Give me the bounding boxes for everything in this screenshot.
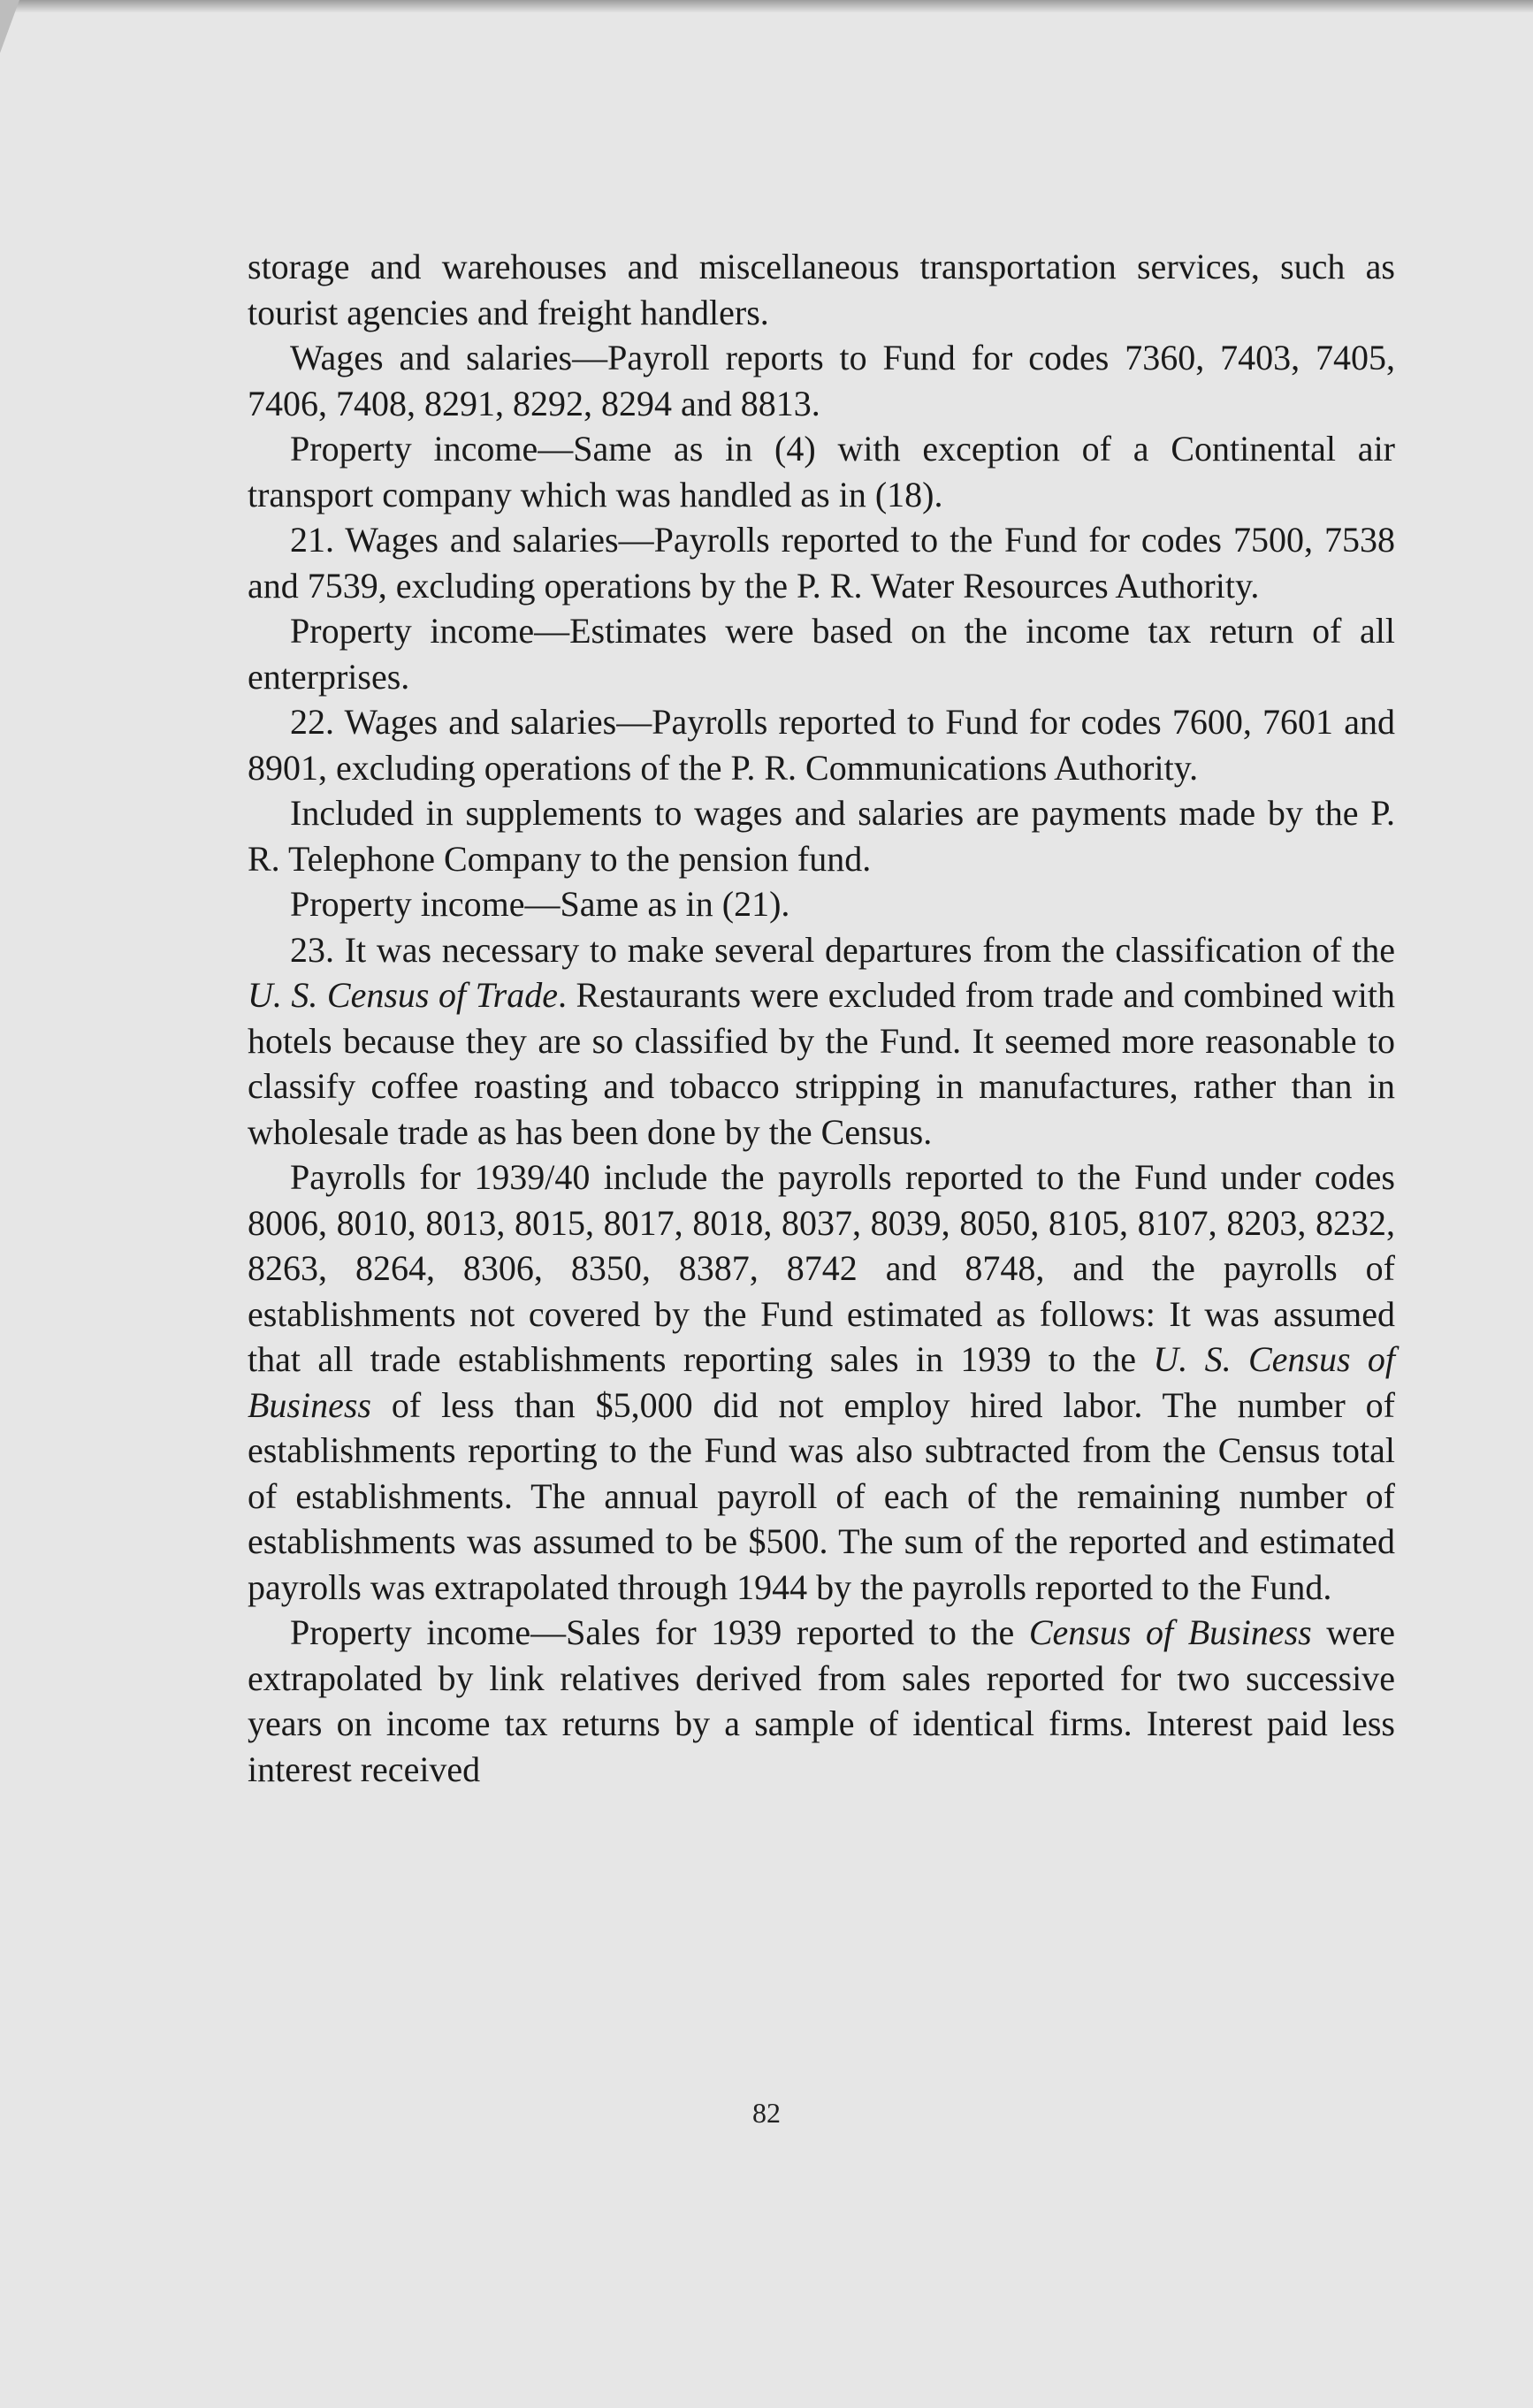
census-of-business-title: U. S. Census of Business <box>248 1339 1395 1425</box>
folded-corner <box>0 0 19 53</box>
paragraph-23-property <box>248 1610 1395 1792</box>
paragraph-22-property: Property income—Same as in (21). <box>290 884 790 924</box>
body-text <box>248 244 1395 1792</box>
paragraph-property-transport: Property income—Same as in (4) with exception of a Continental air transport company which was handled as in (18). <box>248 429 1395 514</box>
paragraph-wages-transport: Wages and salaries—Payroll reports to Fund for codes 7360, 7403, 7405, 7406, 7408, 8291, 8292, 8294 and 8813. <box>248 338 1395 423</box>
paragraph-22-supplements: Included in supplements to wages and salaries are payments made by the P. R. Telephone Company to the pension fund. <box>248 793 1395 879</box>
paragraph-transport-services: storage and warehouses and miscellaneous transportation services, such as tourist agencies and freight handlers. <box>248 247 1395 332</box>
text-run: were extrapolated by link relatives derived from sales reported for two successive years on income tax returns by a sample of identical firms. Interest paid less interest received <box>248 1612 1395 1789</box>
paragraph-23-payrolls <box>248 1154 1395 1610</box>
paragraph-21-property: Property income—Estimates were based on the income tax return of all enterprises. <box>248 611 1395 697</box>
text-run: . Restaurants were excluded from trade and combined with hotels because they are so classified by the Fund. It seemed more reasonable to classify coffee roasting and tobacco stripping in manufactures, rather than in wholesale trade as has been done by the Census. <box>248 975 1395 1152</box>
text-run: Property income—Sales for 1939 reported to the <box>290 1612 1029 1652</box>
page-top-edge <box>0 0 1533 12</box>
paragraph-22-wages: 22. Wages and salaries—Payrolls reported to Fund for codes 7600, 7601 and 8901, excluding operations of the P. R. Communications Authority. <box>248 702 1395 788</box>
page-number: 82 <box>752 2097 781 2129</box>
census-of-trade-title: U. S. Census of Trade <box>248 975 558 1015</box>
text-run: of less than $5,000 did not employ hired labor. The number of establishments reporting to the Fund was also subtracted from the Census total of establishments. The annual payroll of each of the remaining number of establishments was assumed to be $500. The sum of the reported and estimated payrolls was extrapolated through 1944 by the payrolls reported to the Fund. <box>248 1384 1395 1607</box>
census-of-business-title: Census of Business <box>1028 1612 1312 1652</box>
paragraph-21-wages: 21. Wages and salaries—Payrolls reported to the Fund for codes 7500, 7538 and 7539, excluding operations by the P. R. Water Resources Authority. <box>248 520 1395 606</box>
text-run: Payrolls for 1939/40 include the payrolls reported to the Fund under codes 8006, 8010, 8013, 8015, 8017, 8018, 8037, 8039, 8050, 8105, 8107, 8203, 8232, 8263, 8264, 8306, 8350, 8387, 8742 and 8748, and the payrolls of establishments not covered by the Fund estimated as follows: It was assumed that all trade establishments reporting sales in 1939 to the <box>248 1157 1395 1379</box>
paragraph-23-classification <box>248 927 1395 1155</box>
text-run: 23. It was necessary to make several departures from the classification of the <box>290 929 1395 970</box>
